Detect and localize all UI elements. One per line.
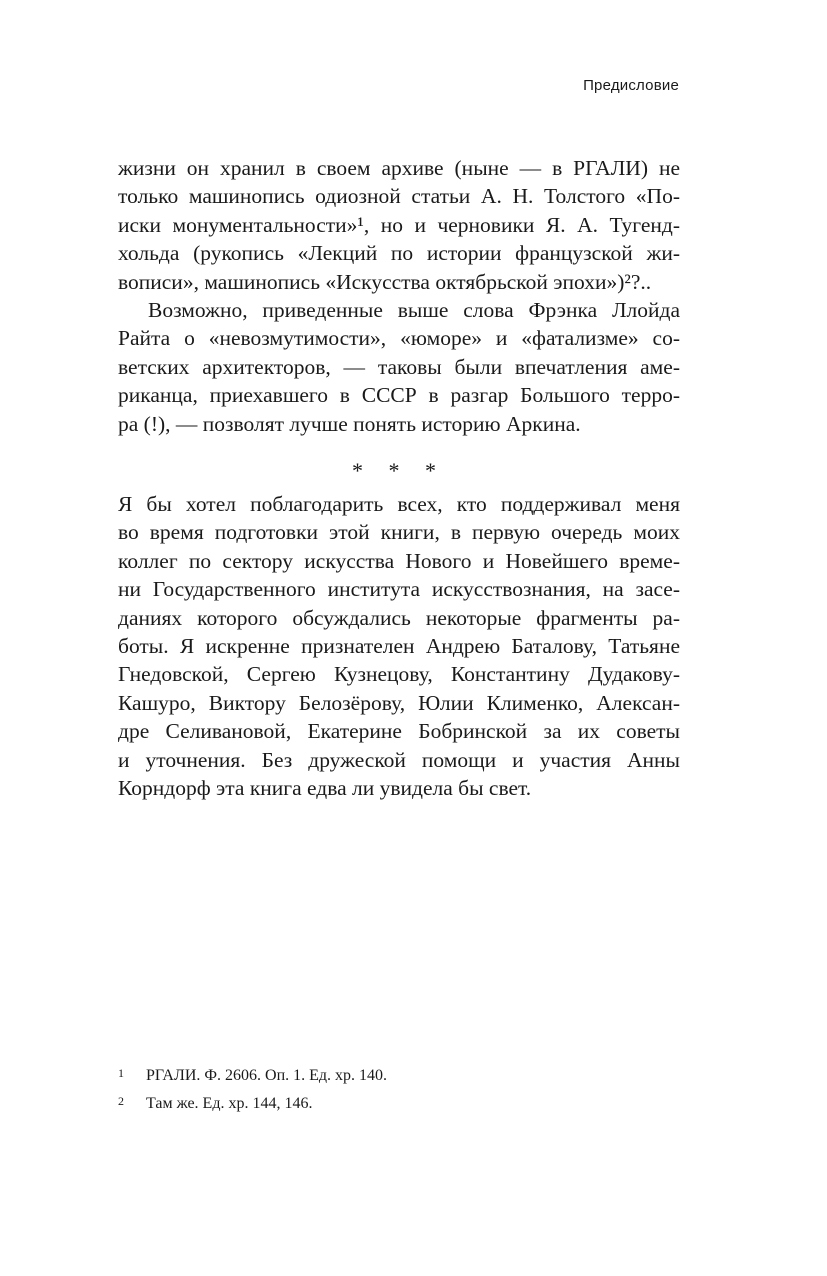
paragraph-3-line: Корндорф эта книга едва ли увидела бы свет. <box>118 775 532 800</box>
paragraph-2-line: ра (!), — позволят лучше понять историю Аркина. <box>118 411 581 436</box>
paragraph-2-line: риканца, приехавшего в СССР в разгар Большого терро- <box>118 383 680 408</box>
paragraph-3-line: коллег по сектору искусства Нового и Новейшего време- <box>118 548 680 573</box>
paragraph-1-line: иски монументальности»¹, но и черновики Я. А. Тугенд- <box>118 212 680 237</box>
paragraph-3-line: дре Селивановой, Екатерине Бобринской за их советы <box>118 719 680 744</box>
paragraph-1-line: жизни он хранил в своем архиве (ныне — в РГАЛИ) не <box>118 156 680 180</box>
main-text-section-1 <box>118 154 680 438</box>
paragraph-2-line: ветских архитекторов, — таковы были впечатления аме- <box>118 354 680 379</box>
paragraph-2-line: Возможно, приведенные выше слова Фрэнка Ллойда <box>148 297 680 322</box>
paragraph-2-line: Райта о «невозмутимости», «юморе» и «фатализме» со- <box>118 326 680 351</box>
footnotes <box>118 1062 680 1118</box>
footnote-number: 2 <box>118 1094 124 1108</box>
paragraph-3-line: даниях которого обсуждались некоторые фрагменты ра- <box>118 605 680 630</box>
paragraph-1-line: хольда (рукопись «Лекций по истории французской жи- <box>118 241 680 266</box>
paragraph-3-line: Кашуро, Виктору Белозёрову, Юлии Клименко, Алексан- <box>118 690 680 715</box>
paragraph-3-line: во время подготовки этой книги, в первую очередь моих <box>118 520 680 545</box>
paragraph-3-line: Гнедовской, Сергею Кузнецову, Константину Дудакову- <box>118 662 680 687</box>
paragraph-3-line: Я бы хотел поблагодарить всех, кто поддерживал меня <box>118 492 680 516</box>
paragraph-3-line: боты. Я искренне признателен Андрею Баталову, Татьяне <box>118 633 680 658</box>
footnote-number: 1 <box>118 1066 124 1080</box>
paragraph-1-line: только машинопись одиозной статьи А. Н. Толстого «По- <box>118 184 680 209</box>
main-text-section-2 <box>118 490 680 802</box>
footnote-item <box>118 1062 680 1090</box>
footnote-text: Там же. Ед. хр. 144, 146. <box>146 1095 313 1112</box>
paragraph-3-line: и уточнения. Без дружеской помощи и участия Анны <box>118 747 680 772</box>
footnote-text: РГАЛИ. Ф. 2606. Оп. 1. Ед. хр. 140. <box>146 1067 388 1084</box>
paragraph-1-line: вописи», машинопись «Искусства октябрьской эпохи»)²?.. <box>118 269 652 294</box>
section-separator: * * * <box>352 458 446 483</box>
running-head-title: Предисловие <box>583 77 679 94</box>
footnote-item <box>118 1090 680 1118</box>
paragraph-3-line: ни Государственного института искусствознания, на засе- <box>118 577 680 602</box>
